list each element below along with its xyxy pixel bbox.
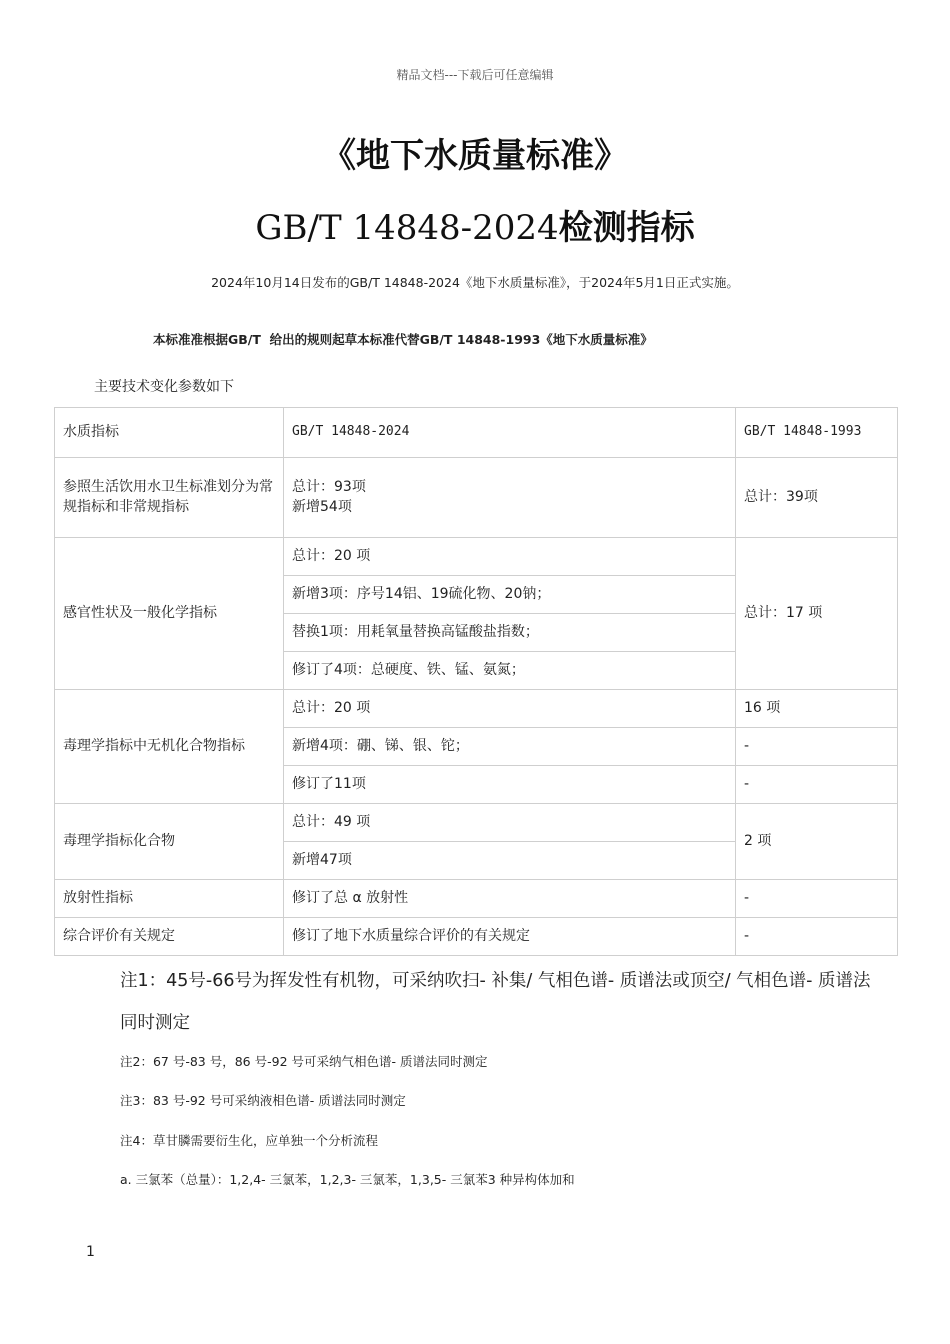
note-1: 注1：45号-66号为挥发性有机物，可采纳吹扫- 补集/ 气相色谱- 质谱法或顶空/ 气相色谱- 质谱法同时测定 — [120, 971, 871, 1033]
standard-code: GB/T 14848-2024 — [255, 208, 559, 248]
new-cell: 修订了地下水质量综合评价的有关规定 — [284, 918, 736, 956]
old-cell: - — [736, 766, 898, 804]
table-row — [55, 804, 898, 842]
new-cell: 总计：20 项 — [284, 690, 736, 728]
indicator-cell: 综合评价有关规定 — [55, 918, 284, 956]
new-cell: 新增3项：序号14铝、19硫化物、20钠； — [284, 576, 736, 614]
new-cell: 总计：20 项 — [284, 538, 736, 576]
table-row — [55, 690, 898, 728]
old-cell: 总计：17 项 — [736, 538, 898, 690]
new-cell: 修订了4项：总硬度、铁、锰、氨氮； — [284, 652, 736, 690]
table-header-row — [55, 408, 898, 458]
indicator-cell: 毒理学指标中无机化合物指标 — [55, 690, 284, 804]
new-cell — [284, 458, 736, 538]
table-row — [55, 918, 898, 956]
page-number: 1 — [86, 1244, 95, 1260]
new-cell: 修订了11项 — [284, 766, 736, 804]
header-new-standard: GB/T 14848-2024 — [284, 408, 736, 458]
document-title: 《地下水质量标准》 — [322, 136, 628, 176]
indicator-cell: 感官性状及一般化学指标 — [55, 538, 284, 690]
new-cell: 修订了总 α 放射性 — [284, 880, 736, 918]
header-note: 精品文档---下载后可任意编辑 — [396, 68, 554, 82]
new-item: 总计：93项 — [292, 478, 366, 495]
table-row — [55, 538, 898, 576]
note-4: 注4：草甘膦需要衍生化，应单独一个分析流程 — [120, 1133, 378, 1148]
document-subtitle — [0, 200, 950, 249]
new-item: 新增54项 — [292, 498, 352, 515]
old-cell: 总计：39项 — [736, 458, 898, 538]
old-cell: - — [736, 728, 898, 766]
subtitle-suffix: 检测指标 — [558, 208, 695, 248]
table-row — [55, 880, 898, 918]
changes-table — [54, 407, 898, 956]
intro-paragraph: 2024年10月14日发布的GB/T 14848-2024《地下水质量标准》，于2024年5月1日正式实施。 — [211, 275, 739, 290]
old-cell: - — [736, 918, 898, 956]
old-cell: - — [736, 880, 898, 918]
table-row — [55, 458, 898, 538]
note-3: 注3：83 号-92 号可采纳液相色谱- 质谱法同时测定 — [120, 1093, 406, 1108]
changes-heading: 主要技术变化参数如下 — [94, 379, 234, 395]
basis-paragraph: 本标准准根据GB/T 给出的规则起草本标准代替GB/T 14848-1993《地下水质量标准》 — [153, 332, 653, 347]
old-cell: 16 项 — [736, 690, 898, 728]
new-cell: 新增4项：硼、锑、银、铊； — [284, 728, 736, 766]
new-cell: 替换1项：用耗氧量替换高锰酸盐指数； — [284, 614, 736, 652]
header-indicator: 水质指标 — [55, 408, 284, 458]
new-cell: 新增47项 — [284, 842, 736, 880]
note-a: a. 三氯苯（总量）：1,2,4- 三氯苯，1,2,3- 三氯苯，1,3,5- 三氯苯3 种异构体加和 — [120, 1172, 575, 1187]
indicator-cell: 放射性指标 — [55, 880, 284, 918]
header-old-standard: GB/T 14848-1993 — [736, 408, 898, 458]
new-cell: 总计：49 项 — [284, 804, 736, 842]
indicator-cell: 毒理学指标化合物 — [55, 804, 284, 880]
note-2: 注2：67 号-83 号，86 号-92 号可采纳气相色谱- 质谱法同时测定 — [120, 1054, 488, 1069]
indicator-cell: 参照生活饮用水卫生标准划分为常规指标和非常规指标 — [55, 458, 284, 538]
old-cell: 2 项 — [736, 804, 898, 880]
